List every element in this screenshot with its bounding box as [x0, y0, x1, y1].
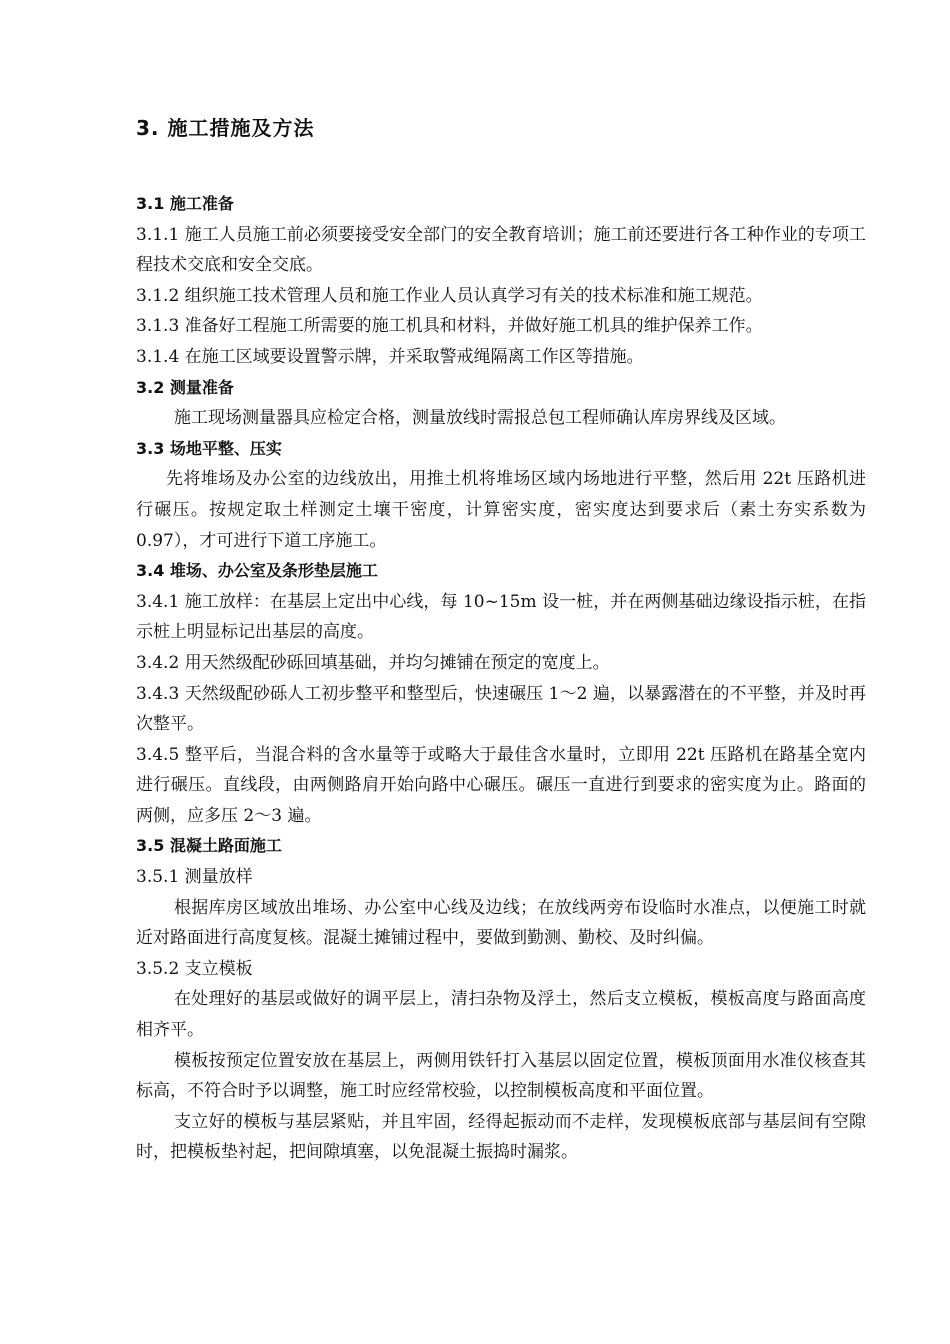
paragraph-3-4-3: 3.4.3 天然级配砂砾人工初步整平和整型后，快速碾压 1～2 遍，以暴露潜在的不平整，并及时再次整平。: [136, 683, 866, 735]
heading-3-5: 3.5 混凝土路面施工: [136, 836, 282, 856]
paragraph-3-2: 施工现场测量器具应检定合格，测量放线时需报总包工程师确认库房界线及区域。: [174, 408, 786, 429]
paragraph-3-4-2: 3.4.2 用天然级配砂砾回填基础，并均匀摊铺在预定的宽度上。: [136, 652, 610, 673]
paragraph-3-1-3: 3.1.3 准备好工程施工所需要的施工机具和材料，并做好施工机具的维护保养工作。: [136, 316, 763, 337]
paragraph-3-5-2-b: 模板按预定位置安放在基层上，两侧用铁钎打入基层以固定位置，模板顶面用水准仪核查其标高，不符合时予以调整，施工时应经常校验，以控制模板高度和平面位置。: [136, 1050, 866, 1102]
heading-3-2: 3.2 测量准备: [136, 377, 234, 397]
document-body: [136, 189, 866, 1168]
paragraph-3-1-4: 3.1.4 在施工区域要设置警示牌，并采取警戒绳隔离工作区等措施。: [136, 346, 644, 367]
paragraph-3-5-2-c: 支立好的模板与基层紧贴，并且牢固，经得起振动而不走样，发现模板底部与基层间有空隙时，把模板垫衬起，把间隙填塞，以免混凝土振捣时漏浆。: [136, 1111, 866, 1163]
paragraph-3-4-5: 3.4.5 整平后，当混合料的含水量等于或略大于最佳含水量时，立即用 22t 压路机在路基全宽内进行碾压。直线段，由两侧路肩开始向路中心碾压。碾压一直进行到要求的密实度为止。路面的两侧，应多压 2～3 遍。: [136, 744, 866, 826]
heading-3-1: 3.1 施工准备: [136, 194, 234, 213]
paragraph-3-5-2-a: 在处理好的基层或做好的调平层上，清扫杂物及浮土，然后支立模板，模板高度与路面高度相齐平。: [136, 989, 866, 1041]
section-title: 3. 施工措施及方法: [136, 116, 315, 140]
paragraph-3-1-2: 3.1.2 组织施工技术管理人员和施工作业人员认真学习有关的技术标准和施工规范。: [136, 285, 763, 306]
paragraph-3-5-1: 根据库房区域放出堆场、办公室中心线及边线；在放线两旁布设临时水准点，以便施工时就近对路面进行高度复核。混凝土摊铺过程中，要做到勤测、勤校、及时纠偏。: [136, 897, 866, 949]
paragraph-3-4-1: 3.4.1 施工放样：在基层上定出中心线，每 10~15m 设一桩，并在两侧基础边缘设指示桩，在指示桩上明显标记出基层的高度。: [136, 591, 866, 643]
paragraph-3-3: 先将堆场及办公室的边线放出，用推土机将堆场区域内场地进行平整，然后用 22t 压路机进行碾压。按规定取土样测定土壤干密度，计算密实度，密实度达到要求后（素土夯实系数为 0.97），才可进行下道工序施工。: [136, 469, 866, 551]
paragraph-3-1-1: 3.1.1 施工人员施工前必须要接受安全部门的安全教育培训；施工前还要进行各工种作业的专项工程技术交底和安全交底。: [136, 224, 866, 276]
heading-3-3: 3.3 场地平整、压实: [136, 438, 282, 458]
heading-3-4: 3.4 堆场、办公室及条形垫层施工: [136, 561, 378, 581]
subheading-3-5-2: 3.5.2 支立模板: [136, 958, 253, 979]
subheading-3-5-1: 3.5.1 测量放样: [136, 867, 253, 888]
